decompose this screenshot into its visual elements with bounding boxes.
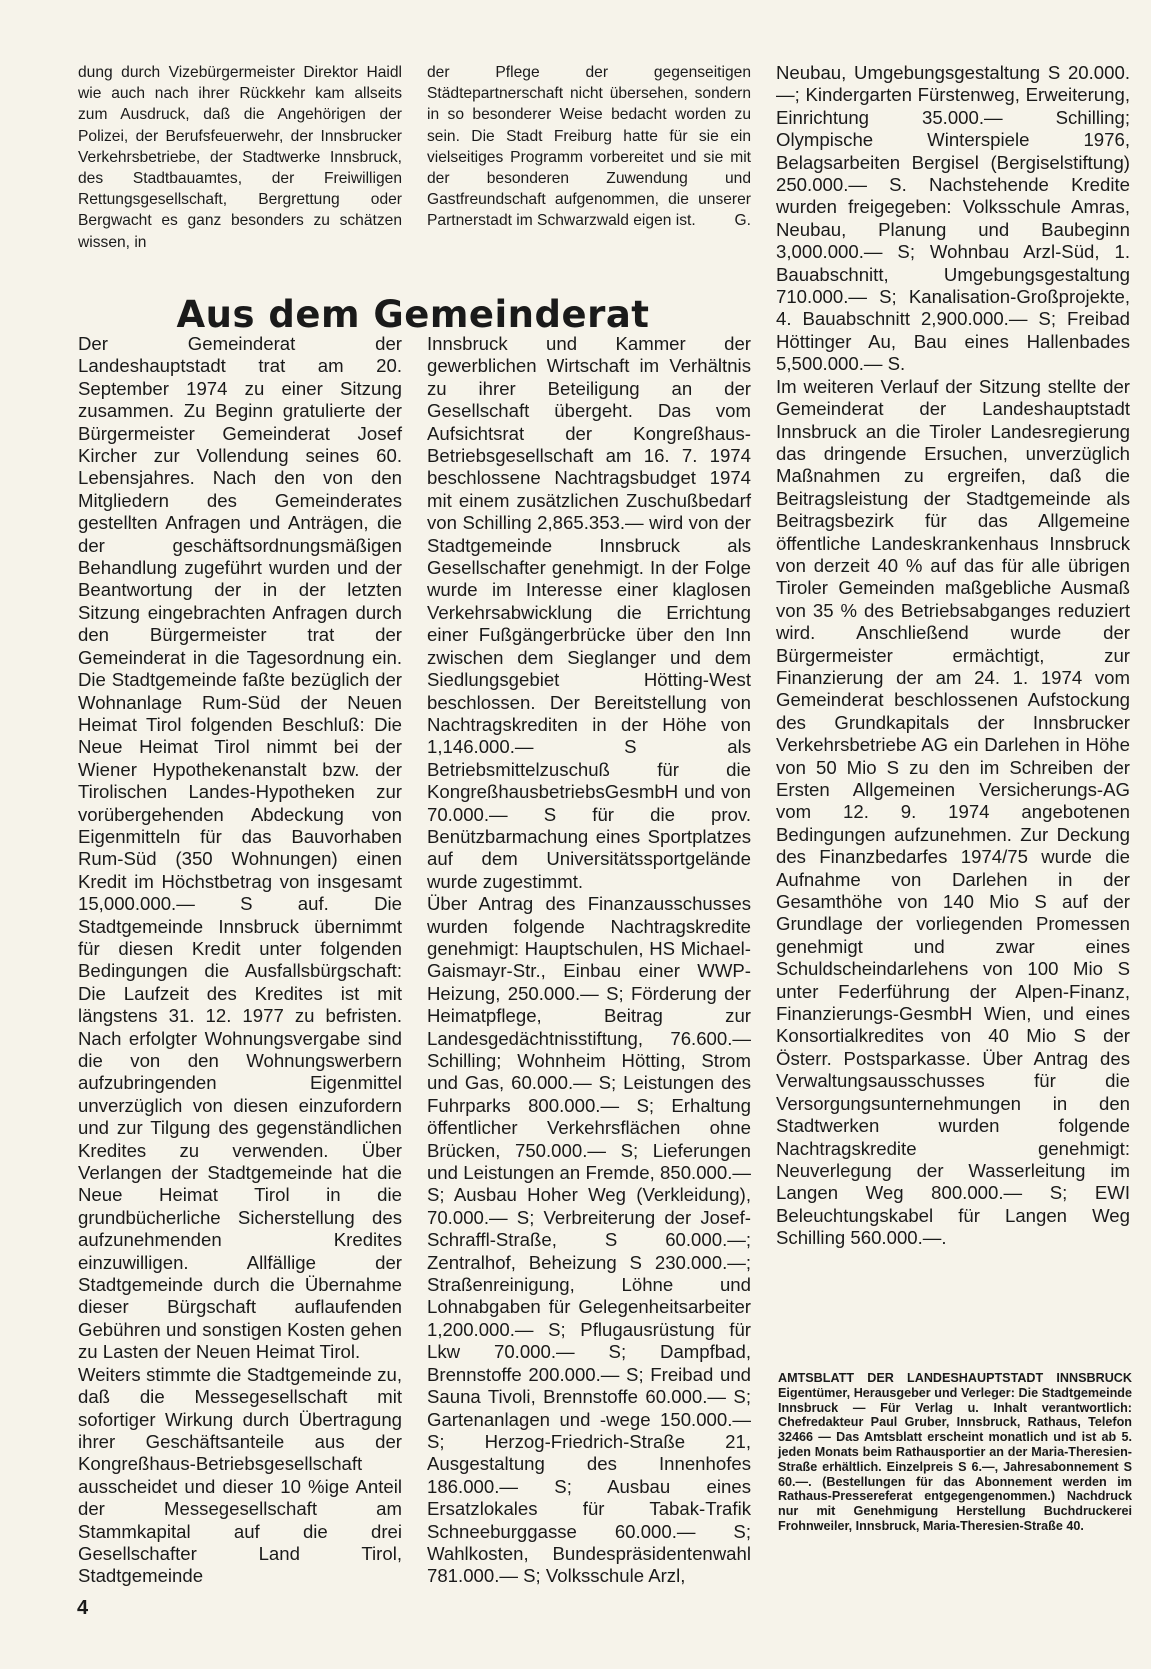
article-paragraph: Über Antrag des Finanzausschusses wurden folgende Nachtragskredite genehmigt: Hauptschulen, HS Michael-Gaismayr-Str., Einbau einer WWP-Heizung, 250.000.— S; Förderung der Heimatpflege, Beitrag zur Landesgedächtnisstiftung, 76.600.— Schilling; Wohnheim Hötting, Strom und Gas, 60.000.— S; Leistungen des Fuhrparks 800.000.— S; Erhaltung öffentlicher Verkehrsflächen ohne Brücken, 750.000.— S; Lieferungen und Leistungen an Fremde, 850.000.— S; Ausbau Hoher Weg (Verkleidung), 70.000.— S; Verbreiterung der Josef-Schraffl-Straße, S 60.000.—; Zentralhof, Beheizung S 230.000.—; Straßenreinigung, Löhne und Lohnabgaben für Gelegenheitsarbeiter 1,200.000.— S; Pflugausrüstung für Lkw 70.000.— S; Dampfbad, Brennstoffe 200.000.— S; Freibad und Sauna Tivoli, Brennstoffe 60.000.— S; Gartenanlagen und -wege 150.000.— S; Herzog-Friedrich-Straße 21, Ausgestaltung des Innenhofes 186.000.— S; Ausbau eines Ersatzlokales für Tabak-Trafik Schneeburggasse 60.000.— S; Wahlkosten, Bundespräsidentenwahl 781.000.— S; Volksschule Arzl, bbox=[427, 893, 751, 1587]
top-paragraph-left: dung durch Vizebürgermeister Direktor Haidl wie auch nach ihrer Rückkehr kam allseits zum Ausdruck, daß die Angehörigen der Polizei, der Berufsfeuerwehr, der Innsbrucker Verkehrsbetriebe, der Stadtwerke Innsbruck, des Stadtbauamtes, der Freiwilligen Rettungsgesellschaft, Bergrettung oder Bergwacht es ganz besonders zu schätzen wissen, in bbox=[78, 64, 402, 251]
page-number: 4 bbox=[77, 1597, 89, 1619]
article-paragraph: Neubau, Umgebungsgestaltung S 20.000.—; Kindergarten Fürstenweg, Erweiterung, Einrichtung 35.000.— Schilling; Olympische Winterspiele 1976, Belagsarbeiten Bergisel (Bergiselstiftung) 250.000.— S. Nachstehende Kredite wurden freigegeben: Volksschule Amras, Neubau, Planung und Baubeginn 3,000.000.— S; Wohnbau Arzl-Süd, 1. Bauabschnitt, Umgebungsgestaltung 710.000.— S; Kanalisation-Großprojekte, 4. Bauabschnitt 2,900.000.— S; Freibad Höttinger Au, Bau eines Hallenbades 5,500.000.— S. bbox=[776, 62, 1130, 375]
article-paragraph: Im weiteren Verlauf der Sitzung stellte der Gemeinderat der Landeshauptstadt Innsbruck an die Tiroler Landesregierung das dringende Ersuchen, unverzüglich Maßnahmen zu ergreifen, daß die Beitragsleistung der Stadtgemeinde als Beitragsbezirk für das Allgemeine öffentliche Landeskrankenhaus Innsbruck von derzeit 40 % auf das für alle übrigen Tiroler Gemeinden maßgebliche Ausmaß von 35 % des Betriebsabganges reduziert wird. Anschließend wurde der Bürgermeister ermächtigt, zur Finanzierung der am 24. 1. 1974 vom Gemeinderat beschlossenen Aufstockung des Grundkapitals der Innsbrucker Verkehrsbetriebe AG ein Darlehen in Höhe von 50 Mio S zu den im Schreiben der Ersten Allgemeinen Versicherungs-AG vom 12. 9. 1974 angebotenen Bedingungen aufzunehmen. Zur Deckung des Finanzbedarfes 1974/75 wurde die Aufnahme von Darlehen in der Gesamthöhe von 140 Mio S auf der Grundlage der vorliegenden Promessen genehmigt und zwar eines Schuldscheindarlehens von 100 Mio S unter Federführung der Alpen-Finanz, Finanzierungs-GesmbH Wien, und eines Konsortialkredites von 40 Mio S der Österr. Postsparkasse. Über Antrag des Verwaltungsausschusses für die Versorgungsunternehmungen in den Stadtwerken wurden folgende Nachtragskredite genehmigt: Neuverlegung der Wasserleitung im Langen Weg 800.000.— S; EWI Beleuchtungskabel für Langen Weg Schilling 560.000.—. bbox=[776, 375, 1130, 1249]
article-paragraph: Weiters stimmte die Stadtgemeinde zu, daß die Messegesellschaft mit sofortiger Wirkung durch Übertragung ihrer Geschäftsanteile aus der Kongreßhaus-Betriebsgesellschaft ausscheidet und dieser 10 %ige Anteil der Messegesellschaft am Stammkapital auf die drei Gesellschafter Land Tirol, Stadtgemeinde bbox=[78, 1363, 402, 1587]
top-paragraph-middle bbox=[427, 62, 751, 232]
top-paragraph-middle-text: der Pflege der gegenseitigen Städtepartnerschaft nicht übersehen, sondern in so besonderer Weise bedacht worden zu sein. Die Stadt Freiburg hatte für sie ein vielseitiges Programm vorbereitet und sie mit der besonderen Zuwendung und Gastfreundschaft aufgenommen, die unserer Partnerstadt im Schwarzwald eigen ist. bbox=[427, 64, 751, 230]
top-column-middle bbox=[427, 62, 751, 232]
article-heading: Aus dem Gemeinderat bbox=[176, 292, 650, 336]
article-column-1 bbox=[78, 333, 402, 1588]
article-column-2 bbox=[427, 333, 751, 1588]
author-signature: G. bbox=[734, 212, 751, 230]
top-column-left bbox=[78, 62, 402, 253]
article-column-3 bbox=[776, 62, 1130, 1250]
article-paragraph: Innsbruck und Kammer der gewerblichen Wirtschaft im Verhältnis zu ihrer Beteiligung an der Gesellschaft übergeht. Das vom Aufsichtsrat der Kongreßhaus-Betriebsgesellschaft am 16. 7. 1974 beschlossene Nachtragsbudget 1974 mit einem zusätzlichen Zuschußbedarf von Schilling 2,865.353.— wird von der Stadtgemeinde Innsbruck als Gesellschafter genehmigt. In der Folge wurde im Interesse einer klaglosen Verkehrsabwicklung die Errichtung einer Fußgängerbrücke über den Inn zwischen dem Sieglanger und dem Siedlungsgebiet Hötting-West beschlossen. Der Bereitstellung von Nachtragskrediten in der Höhe von 1,146.000.— S als Betriebsmittelzuschuß für die KongreßhausbetriebsGesmbH und von 70.000.— S für die prov. Benützbarmachung eines Sportplatzes auf dem Universitätssportgelände wurde zugestimmt. bbox=[427, 333, 751, 892]
article-paragraph: Der Gemeinderat der Landeshauptstadt trat am 20. September 1974 zu einer Sitzung zusammen. Zu Beginn gratulierte der Bürgermeister Gemeinderat Josef Kircher zur Vollendung seines 60. Lebensjahres. Nach den von den Mitgliedern des Gemeinderates gestellten Anfragen und Anträgen, die der geschäftsordnungsmäßigen Behandlung zugeführt wurden und der Beantwortung der in der letzten Sitzung eingebrachten Anfragen durch den Bürgermeister trat der Gemeinderat in die Tagesordnung ein. Die Stadtgemeinde faßte bezüglich der Wohnanlage Rum-Süd der Neuen Heimat Tirol folgenden Beschluß: Die Neue Heimat Tirol nimmt bei der Wiener Hypothekenanstalt bzw. der Tirolischen Landes-Hypotheken zur vorübergehenden Abdeckung von Eigenmitteln für das Bauvorhaben Rum-Süd (350 Wohnungen) einen Kredit im Höchstbetrag von insgesamt 15,000.000.— S auf. Die Stadtgemeinde Innsbruck übernimmt für diesen Kredit unter folgenden Bedingungen die Ausfallsbürgschaft: Die Laufzeit des Kredites ist mit längstens 31. 12. 1977 zu befristen. Nach erfolgter Wohnungsvergabe sind die von den Wohnungswerbern aufzubringenden Eigenmittel unverzüglich von diesen einzufordern und zur Tilgung des gegenständlichen Kredites zu verwenden. Über Verlangen der Stadtgemeinde hat die Neue Heimat Tirol in die grundbücherliche Sicherstellung des aufzunehmenden Kredites einzuwilligen. Allfällige der Stadtgemeinde durch die Übernahme dieser Bürgschaft auflaufenden Gebühren und sonstigen Kosten gehen zu Lasten der Neuen Heimat Tirol. bbox=[78, 333, 402, 1363]
impressum: AMTSBLATT DER LANDESHAUPTSTADT INNSBRUCK Eigentümer, Herausgeber und Verleger: Die Stadtgemeinde Innsbruck — Für Verlag u. Inhalt verantwortlich: Chefredakteur Paul Gruber, Innsbruck, Rathaus, Telefon 32466 — Das Amtsblatt erscheint monatlich und ist ab 5. jeden Monats beim Rathausportier an der Maria-Theresien-Straße erhältlich. Einzelpreis S 6.—, Jahresabonnement S 60.—. (Bestellungen für das Abonnement werden im Rathaus-Pressereferat entgegengenommen.) Nachdruck nur mit Genehmigung Herstellung Buchdruckerei Frohnweiler, Innsbruck, Maria-Theresien-Straße 40. bbox=[778, 1371, 1132, 1533]
